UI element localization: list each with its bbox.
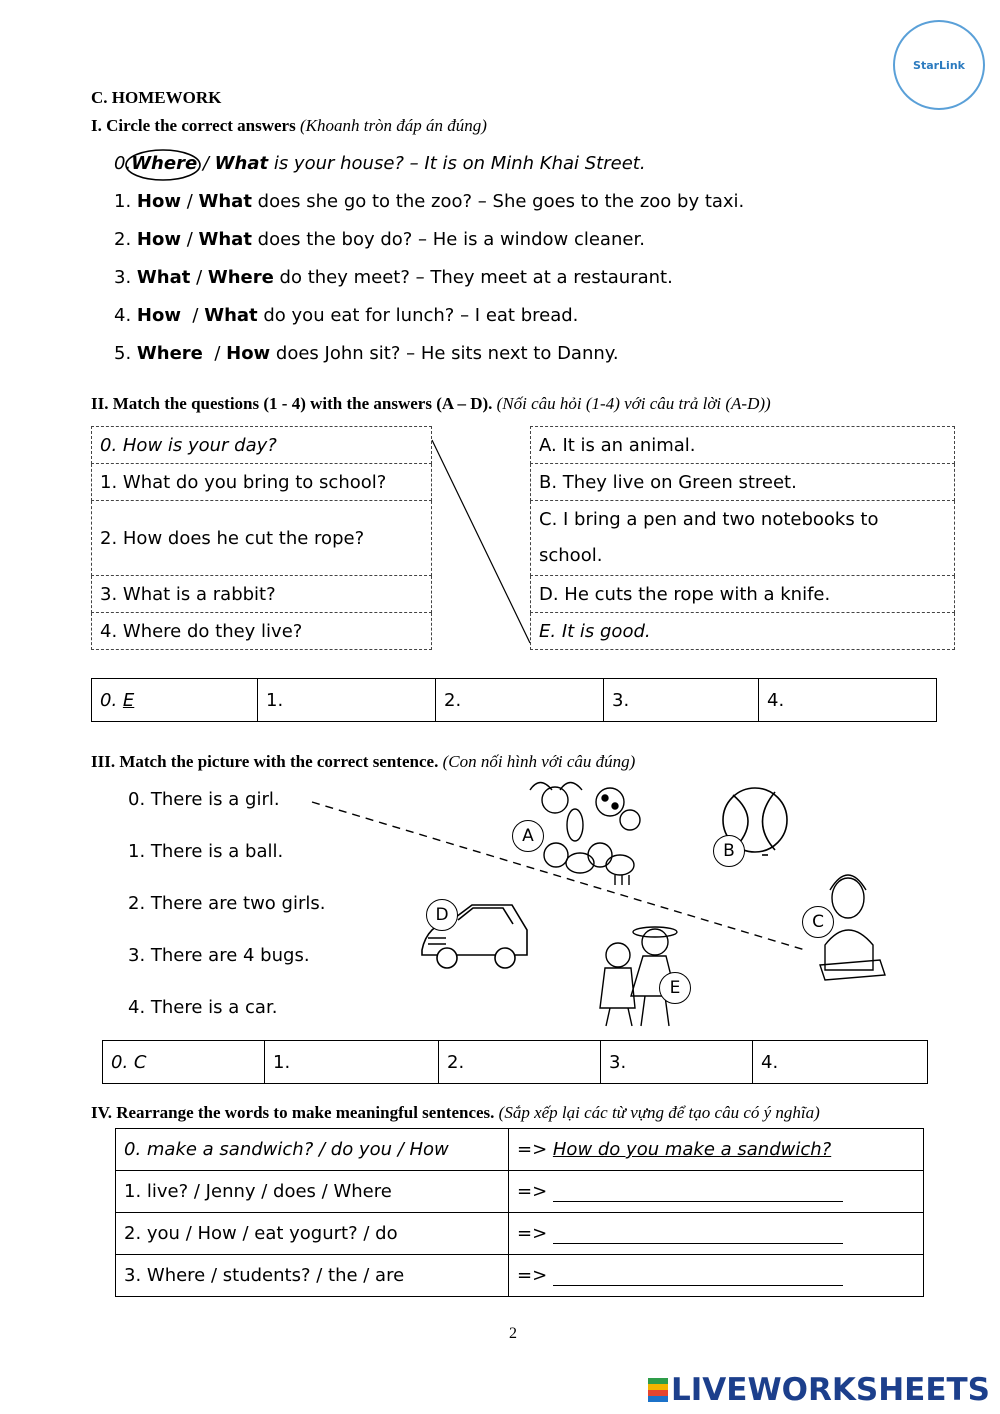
ex2-answer-cell-0 — [92, 679, 258, 722]
bugs-picture — [530, 783, 640, 886]
ex4-words: 2. you / How / eat yogurt? / do — [116, 1213, 509, 1255]
ex2-answer[interactable]: A. It is an animal. — [531, 427, 955, 464]
ex1-item-4-num: 4. — [114, 305, 132, 326]
ex1-subtitle: (Khoanh tròn đáp án đúng) — [299, 116, 487, 135]
ex4-subtitle: (Sắp xếp lại các từ vựng để tạo câu có ý nghĩa) — [498, 1103, 820, 1122]
ex3-heading — [91, 752, 635, 772]
ex3-title: III. Match the picture with the correct sentence. — [91, 752, 439, 771]
ex4-arrow: => — [517, 1223, 553, 1244]
ex3-answer-cell-4[interactable]: 4. — [753, 1041, 928, 1084]
logo-text: StarLink — [913, 58, 965, 72]
ex3-subtitle: (Con nối hình với câu đúng) — [442, 752, 636, 771]
ex1-item-5-sep: / — [202, 343, 227, 364]
ex2-answer[interactable]: E. It is good. — [531, 613, 955, 650]
ex3-answer-cell-1[interactable]: 1. — [265, 1041, 439, 1084]
ex4-answer-blank[interactable] — [553, 1268, 843, 1286]
ex1-item-4-sep: / — [180, 305, 205, 326]
ex2-answer-cell-0-label: 0. — [100, 689, 123, 711]
ex1-item-1-rest: does she go to the zoo? – She goes to the zoo by taxi. — [251, 191, 745, 212]
ex3-answer-cell-2[interactable]: 2. — [439, 1041, 601, 1084]
ex2-answer[interactable]: D. He cuts the rope with a knife. — [531, 576, 955, 613]
ex2-answer-cell-1[interactable]: 1. — [258, 679, 436, 722]
ex1-item-1-sep: / — [180, 191, 199, 212]
ex4-answer-cell — [509, 1255, 924, 1297]
ex1-item-5-opt2[interactable]: How — [226, 343, 271, 364]
ex2-answer-cell-4[interactable]: 4. — [759, 679, 937, 722]
ex3-label-b[interactable]: B — [713, 835, 745, 867]
ex2-answer-cell-2[interactable]: 2. — [436, 679, 604, 722]
ex1-item-0-opt2[interactable]: What — [214, 153, 269, 174]
ex3-sentence[interactable]: 2. There are two girls. — [128, 893, 326, 914]
ex1-item-3-opt1[interactable]: What — [136, 267, 191, 288]
ex4-arrow: => — [517, 1139, 553, 1160]
section-title: C. HOMEWORK — [91, 88, 222, 107]
ex1-item-3-opt2[interactable]: Where — [207, 267, 274, 288]
ex4-answer-cell — [509, 1171, 924, 1213]
ex2-title: II. Match the questions (1 - 4) with the answers (A – D). — [91, 394, 493, 413]
ex4-answer-cell — [509, 1213, 924, 1255]
ex4-answer-blank[interactable] — [553, 1184, 843, 1202]
ex4-answer-cell — [509, 1129, 924, 1171]
ex1-item-5-rest: does John sit? – He sits next to Danny. — [270, 343, 619, 364]
ex2-example-match-line — [0, 0, 1000, 700]
liveworksheets-text: LIVEWORKSHEETS — [671, 1372, 990, 1408]
liveworksheets-logo — [648, 1372, 990, 1408]
ex3-label-a[interactable]: A — [512, 820, 544, 852]
ex2-question[interactable]: 1. What do you bring to school? — [92, 464, 432, 501]
ex1-item-3-sep: / — [190, 267, 208, 288]
ex4-words: 1. live? / Jenny / does / Where — [116, 1171, 509, 1213]
ex4-answer-blank[interactable] — [553, 1226, 843, 1244]
ex2-subtitle: (Nối câu hỏi (1-4) với câu trả lời (A-D)) — [496, 394, 771, 413]
ex4-title: IV. Rearrange the words to make meaningful sentences. — [91, 1103, 495, 1122]
ex3-answer-row — [102, 1040, 928, 1084]
ex2-question[interactable]: 2. How does he cut the rope? — [92, 501, 432, 576]
liveworksheets-icon — [648, 1378, 668, 1402]
ex2-question[interactable]: 3. What is a rabbit? — [92, 576, 432, 613]
ex1-item-4-opt2[interactable]: What — [204, 305, 258, 326]
ex3-answer-cell-0: 0. C — [103, 1041, 265, 1084]
ex3-label-c[interactable]: C — [802, 906, 834, 938]
ex1-item-4-rest: do you eat for lunch? – I eat bread. — [257, 305, 579, 326]
ex4-arrow: => — [517, 1181, 553, 1202]
ex1-item-5-opt1[interactable]: Where — [136, 343, 203, 364]
ex3-sentence: 0. There is a girl. — [128, 789, 280, 810]
ex2-answer-row — [91, 678, 937, 722]
page-number: 2 — [509, 1325, 517, 1342]
ex2-answer-cell-3[interactable]: 3. — [604, 679, 759, 722]
ex1-item-4-opt1[interactable]: How — [136, 305, 181, 326]
ex1-item-2-opt1[interactable]: How — [136, 229, 181, 250]
ex3-label-e[interactable]: E — [659, 972, 691, 1004]
ex3-sentence[interactable]: 1. There is a ball. — [128, 841, 284, 862]
ex1-item-1-num: 1. — [114, 191, 132, 212]
ex4-table — [115, 1128, 924, 1297]
ex1-item-3-rest: do they meet? – They meet at a restaurant. — [273, 267, 673, 288]
ex2-question[interactable]: 4. Where do they live? — [92, 613, 432, 650]
ex3-answer-cell-3[interactable]: 3. — [601, 1041, 753, 1084]
ex1-item-1-opt1[interactable]: How — [136, 191, 181, 212]
ex2-answer[interactable]: C. I bring a pen and two notebooks to school. — [531, 501, 955, 576]
ex4-words: 0. make a sandwich? / do you / How — [116, 1129, 509, 1171]
ex2-question: 0. How is your day? — [92, 427, 432, 464]
ex4-arrow: => — [517, 1265, 553, 1286]
ex4-example-answer: How do you make a sandwich? — [552, 1139, 832, 1160]
ex1-item-2-num: 2. — [114, 229, 132, 250]
ex1-item-0-rest: is your house? – It is on Minh Khai Street. — [268, 153, 646, 174]
ex1-item-3-num: 3. — [114, 267, 132, 288]
ex3-sentence[interactable]: 4. There is a car. — [128, 997, 278, 1018]
ex1-item-2-rest: does the boy do? – He is a window cleaner. — [251, 229, 645, 250]
ex3-sentence[interactable]: 3. There are 4 bugs. — [128, 945, 310, 966]
ex1-title: I. Circle the correct answers — [91, 116, 296, 135]
ex4-words: 3. Where / students? / the / are — [116, 1255, 509, 1297]
ex3-pictures — [0, 770, 1000, 1040]
ex3-example-match-line — [312, 802, 805, 950]
ex2-answer-cell-0-value: E — [122, 689, 135, 711]
ex1-item-0-sep: / — [197, 153, 215, 174]
ex1-item-2-sep: / — [180, 229, 199, 250]
ex2-answer[interactable]: B. They live on Green street. — [531, 464, 955, 501]
ex1-item-0-num: 0. — [114, 153, 132, 174]
ex4-heading — [91, 1103, 820, 1123]
ex1-item-1-opt2[interactable]: What — [198, 191, 252, 212]
ex1-item-2-opt2[interactable]: What — [198, 229, 252, 250]
ex1-item-5-num: 5. — [114, 343, 132, 364]
ex1-item-0-opt1[interactable]: Where — [131, 153, 198, 174]
ex3-label-d[interactable]: D — [426, 899, 458, 931]
